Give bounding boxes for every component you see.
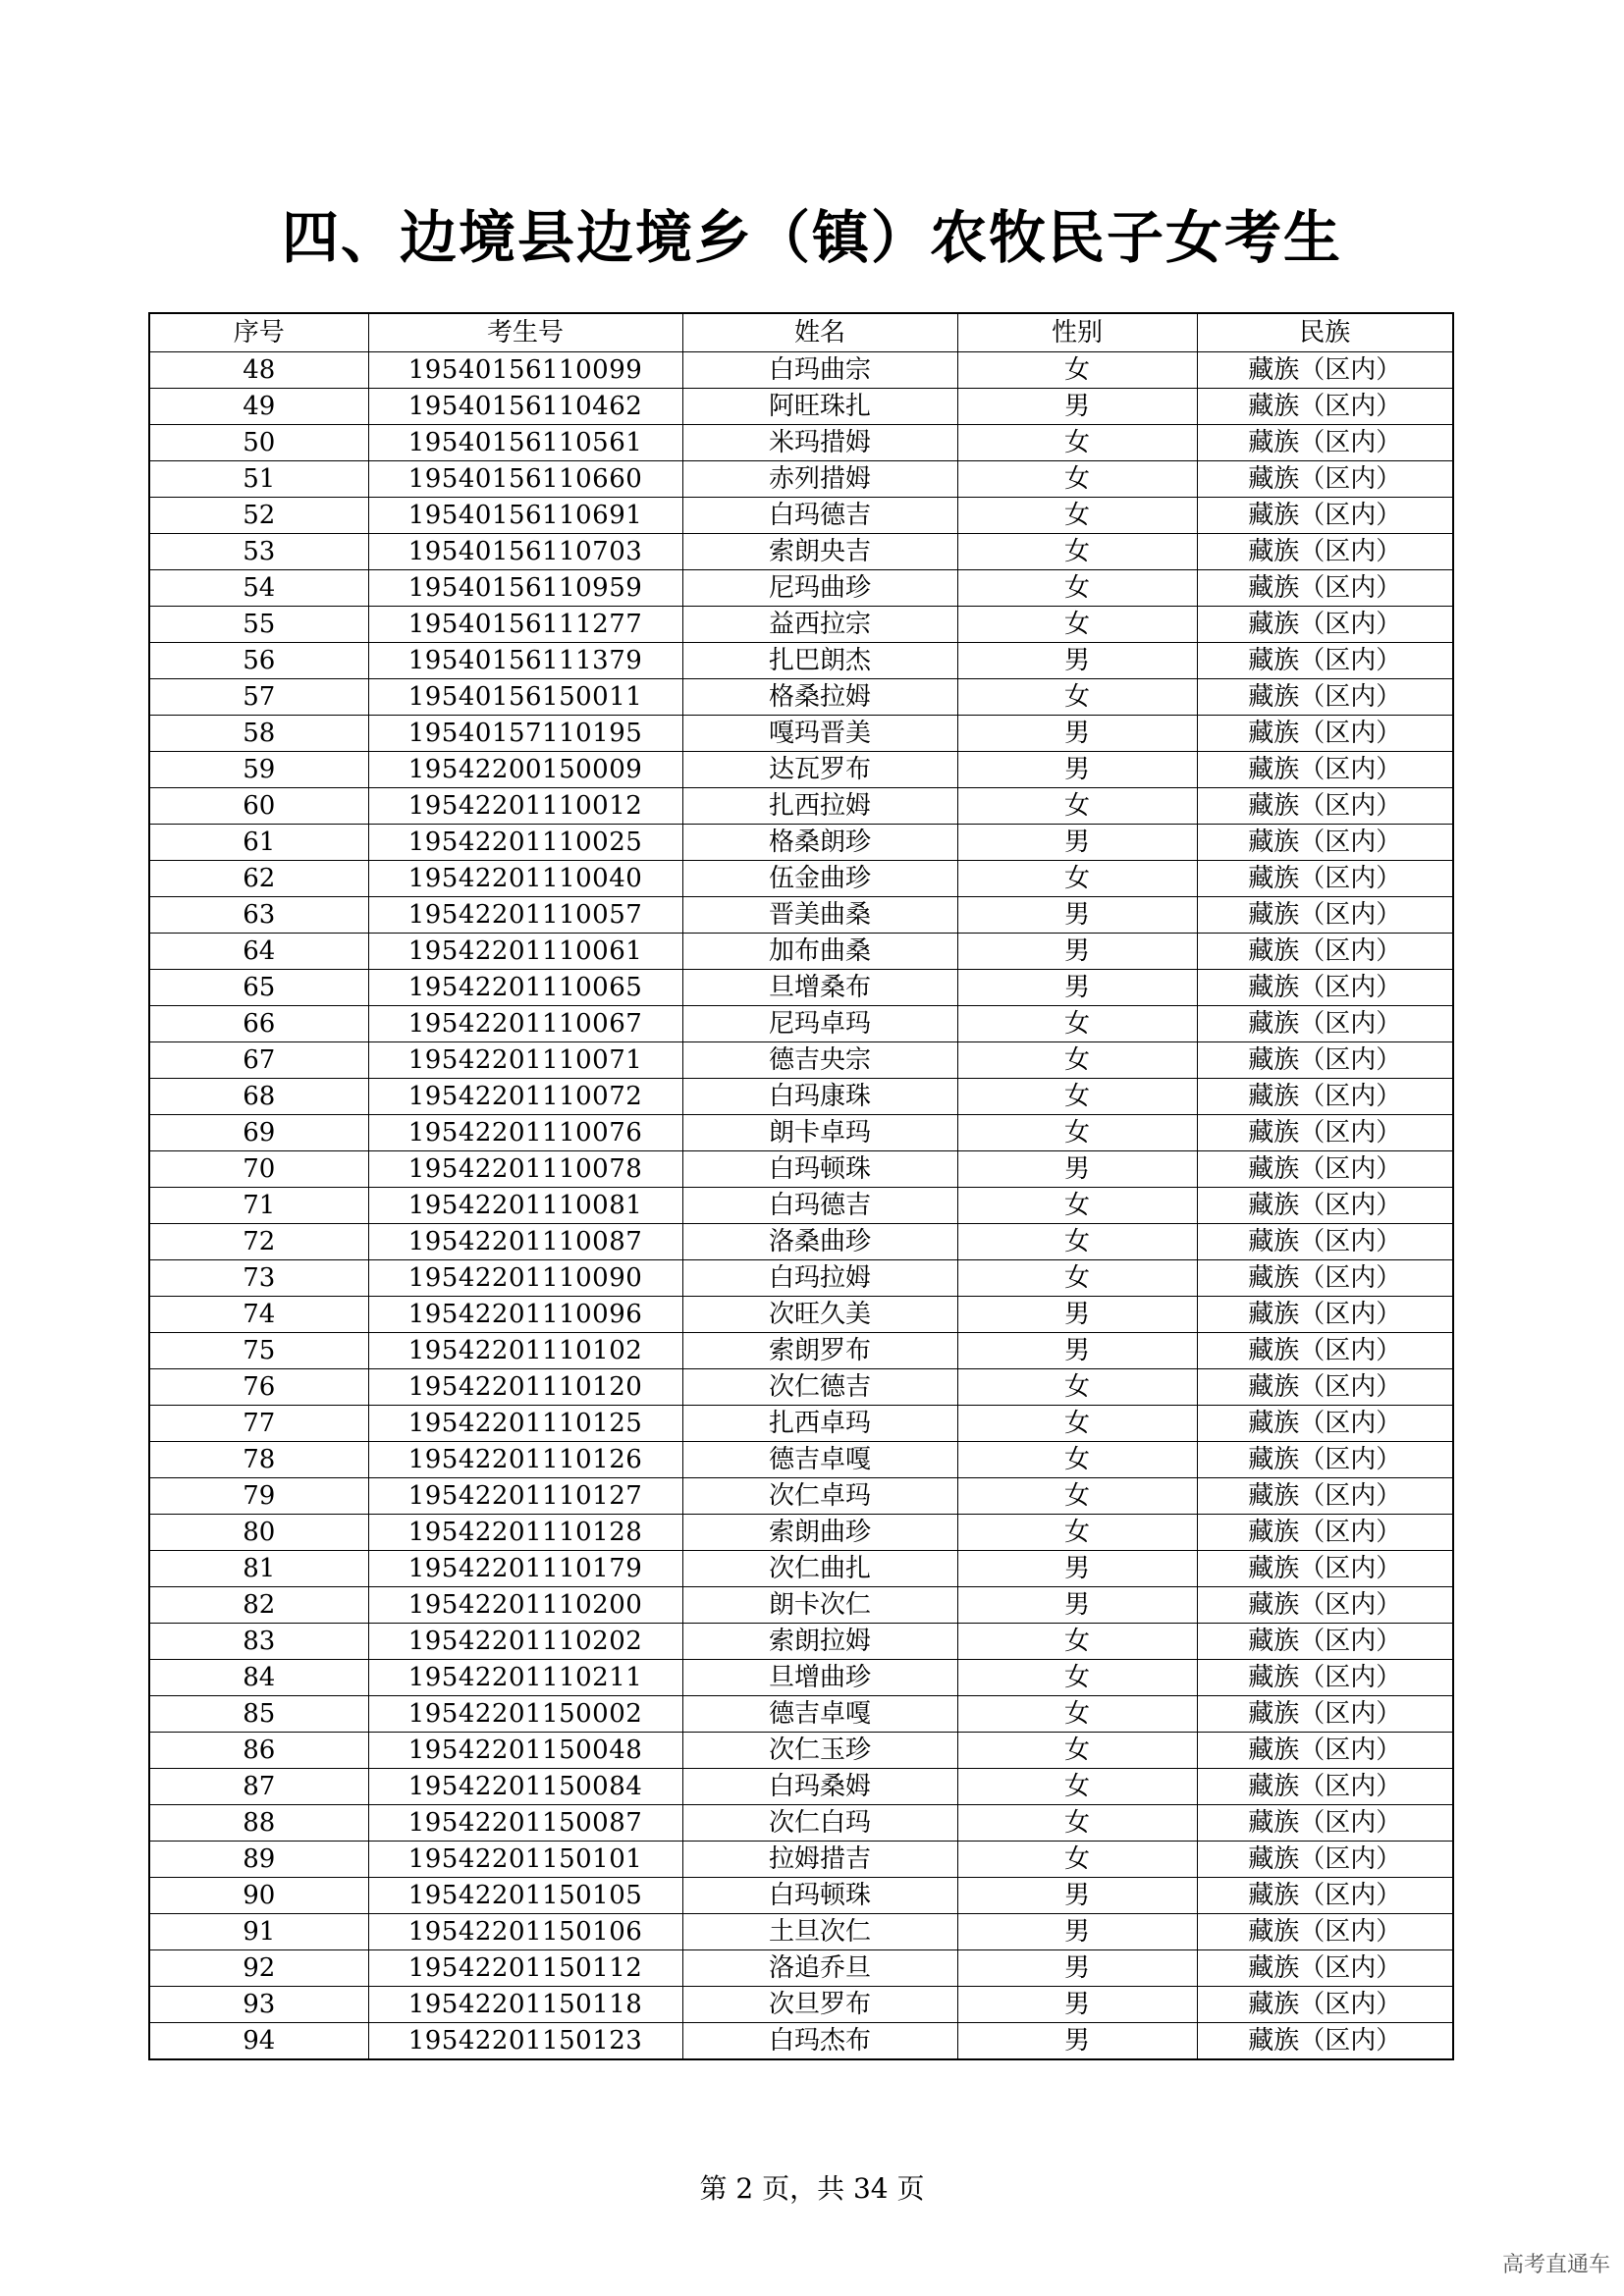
cell-exam-id: 19540156110703	[368, 534, 682, 570]
table-row	[149, 534, 1453, 570]
cell-ethnicity: 藏族（区内）	[1197, 1624, 1453, 1660]
cell-name: 尼玛卓玛	[682, 1006, 957, 1042]
table-row	[149, 1842, 1453, 1878]
cell-exam-id: 19542201150123	[368, 2023, 682, 2060]
cell-gender: 女	[957, 1042, 1197, 1079]
table-row	[149, 1369, 1453, 1406]
cell-gender: 男	[957, 2023, 1197, 2060]
cell-gender: 女	[957, 607, 1197, 643]
cell-gender: 女	[957, 1660, 1197, 1696]
cell-ethnicity: 藏族（区内）	[1197, 1042, 1453, 1079]
table-row	[149, 643, 1453, 679]
table-row	[149, 679, 1453, 716]
cell-seq: 71	[149, 1188, 368, 1224]
cell-seq: 83	[149, 1624, 368, 1660]
cell-ethnicity: 藏族（区内）	[1197, 897, 1453, 934]
cell-seq: 64	[149, 934, 368, 970]
cell-exam-id: 19542201110211	[368, 1660, 682, 1696]
cell-name: 德吉卓嘎	[682, 1696, 957, 1733]
cell-gender: 女	[957, 1478, 1197, 1515]
cell-gender: 女	[957, 1624, 1197, 1660]
watermark-logo: 高考直通车	[1501, 2253, 1610, 2277]
cell-name: 洛桑曲珍	[682, 1224, 957, 1260]
table-row	[149, 2023, 1453, 2060]
cell-seq: 80	[149, 1515, 368, 1551]
cell-name: 白玛顿珠	[682, 1878, 957, 1914]
cell-exam-id: 19542201150048	[368, 1733, 682, 1769]
cell-gender: 女	[957, 534, 1197, 570]
table-row	[149, 1478, 1453, 1515]
cell-ethnicity: 藏族（区内）	[1197, 1987, 1453, 2023]
cell-seq: 79	[149, 1478, 368, 1515]
cell-ethnicity: 藏族（区内）	[1197, 934, 1453, 970]
cell-name: 次仁曲扎	[682, 1551, 957, 1587]
cell-name: 索朗罗布	[682, 1333, 957, 1369]
cell-gender: 男	[957, 1151, 1197, 1188]
cell-ethnicity: 藏族（区内）	[1197, 1878, 1453, 1914]
table-row	[149, 1297, 1453, 1333]
cell-seq: 50	[149, 425, 368, 461]
table-row	[149, 1224, 1453, 1260]
cell-seq: 62	[149, 861, 368, 897]
cell-name: 尼玛曲珍	[682, 570, 957, 607]
cell-ethnicity: 藏族（区内）	[1197, 1733, 1453, 1769]
cell-ethnicity: 藏族（区内）	[1197, 1406, 1453, 1442]
cell-ethnicity: 藏族（区内）	[1197, 1442, 1453, 1478]
table-row	[149, 1660, 1453, 1696]
cell-seq: 93	[149, 1987, 368, 2023]
cell-ethnicity: 藏族（区内）	[1197, 352, 1453, 389]
column-header-seq: 序号	[149, 313, 368, 352]
cell-exam-id: 19542201150118	[368, 1987, 682, 2023]
cell-exam-id: 19542201150101	[368, 1842, 682, 1878]
cell-ethnicity: 藏族（区内）	[1197, 1805, 1453, 1842]
cell-name: 白玛曲宗	[682, 352, 957, 389]
cell-name: 朗卡次仁	[682, 1587, 957, 1624]
cell-seq: 82	[149, 1587, 368, 1624]
cell-seq: 94	[149, 2023, 368, 2060]
cell-name: 白玛拉姆	[682, 1260, 957, 1297]
cell-exam-id: 19542200150009	[368, 752, 682, 788]
cell-ethnicity: 藏族（区内）	[1197, 2023, 1453, 2060]
cell-ethnicity: 藏族（区内）	[1197, 861, 1453, 897]
cell-exam-id: 19540157110195	[368, 716, 682, 752]
cell-exam-id: 19542201150087	[368, 1805, 682, 1842]
cell-exam-id: 19542201110200	[368, 1587, 682, 1624]
cell-name: 次仁德吉	[682, 1369, 957, 1406]
table-row	[149, 1587, 1453, 1624]
table-row	[149, 1805, 1453, 1842]
cell-seq: 70	[149, 1151, 368, 1188]
cell-ethnicity: 藏族（区内）	[1197, 1297, 1453, 1333]
cell-name: 阿旺珠扎	[682, 389, 957, 425]
table-row	[149, 897, 1453, 934]
cell-gender: 女	[957, 1224, 1197, 1260]
table-row	[149, 425, 1453, 461]
cell-seq: 52	[149, 498, 368, 534]
cell-gender: 女	[957, 461, 1197, 498]
cell-gender: 男	[957, 1587, 1197, 1624]
cell-name: 晋美曲桑	[682, 897, 957, 934]
cell-exam-id: 19542201110179	[368, 1551, 682, 1587]
cell-ethnicity: 藏族（区内）	[1197, 788, 1453, 825]
cell-seq: 75	[149, 1333, 368, 1369]
cell-gender: 男	[957, 716, 1197, 752]
cell-exam-id: 19540156110099	[368, 352, 682, 389]
cell-name: 白玛康珠	[682, 1079, 957, 1115]
cell-exam-id: 19542201110128	[368, 1515, 682, 1551]
cell-gender: 女	[957, 352, 1197, 389]
cell-exam-id: 19542201110202	[368, 1624, 682, 1660]
cell-gender: 女	[957, 1805, 1197, 1842]
cell-gender: 女	[957, 861, 1197, 897]
cell-gender: 女	[957, 1515, 1197, 1551]
cell-seq: 60	[149, 788, 368, 825]
cell-exam-id: 19542201110076	[368, 1115, 682, 1151]
cell-name: 嘎玛晋美	[682, 716, 957, 752]
table-row	[149, 1624, 1453, 1660]
page-title: 四、边境县边境乡（镇）农牧民子女考生	[281, 204, 1342, 271]
cell-exam-id: 19542201110061	[368, 934, 682, 970]
cell-gender: 男	[957, 1333, 1197, 1369]
cell-ethnicity: 藏族（区内）	[1197, 1006, 1453, 1042]
cell-seq: 65	[149, 970, 368, 1006]
cell-exam-id: 19542201110040	[368, 861, 682, 897]
cell-seq: 77	[149, 1406, 368, 1442]
table-row	[149, 1950, 1453, 1987]
cell-name: 索朗拉姆	[682, 1624, 957, 1660]
cell-gender: 女	[957, 1079, 1197, 1115]
cell-exam-id: 19542201110081	[368, 1188, 682, 1224]
cell-exam-id: 19542201110126	[368, 1442, 682, 1478]
cell-ethnicity: 藏族（区内）	[1197, 1079, 1453, 1115]
cell-seq: 74	[149, 1297, 368, 1333]
cell-gender: 女	[957, 1188, 1197, 1224]
table-row	[149, 570, 1453, 607]
cell-gender: 男	[957, 1987, 1197, 2023]
cell-exam-id: 19542201110057	[368, 897, 682, 934]
cell-seq: 57	[149, 679, 368, 716]
cell-exam-id: 19540156111379	[368, 643, 682, 679]
cell-ethnicity: 藏族（区内）	[1197, 1151, 1453, 1188]
cell-seq: 68	[149, 1079, 368, 1115]
cell-exam-id: 19542201150106	[368, 1914, 682, 1950]
cell-seq: 78	[149, 1442, 368, 1478]
cell-seq: 91	[149, 1914, 368, 1950]
cell-gender: 女	[957, 570, 1197, 607]
cell-gender: 男	[957, 1551, 1197, 1587]
table-row	[149, 1006, 1453, 1042]
table-row	[149, 1515, 1453, 1551]
cell-gender: 女	[957, 1696, 1197, 1733]
cell-gender: 男	[957, 897, 1197, 934]
cell-name: 赤列措姆	[682, 461, 957, 498]
table-header-row	[149, 313, 1453, 352]
cell-gender: 女	[957, 1369, 1197, 1406]
cell-seq: 72	[149, 1224, 368, 1260]
table-row	[149, 716, 1453, 752]
cell-seq: 51	[149, 461, 368, 498]
cell-name: 米玛措姆	[682, 425, 957, 461]
cell-exam-id: 19540156111277	[368, 607, 682, 643]
cell-name: 德吉央宗	[682, 1042, 957, 1079]
page-number: 第 2 页，共 34 页	[699, 2172, 925, 2205]
cell-seq: 84	[149, 1660, 368, 1696]
table-row	[149, 607, 1453, 643]
cell-exam-id: 19542201150002	[368, 1696, 682, 1733]
cell-exam-id: 19540156110660	[368, 461, 682, 498]
cell-name: 扎西拉姆	[682, 788, 957, 825]
cell-name: 达瓦罗布	[682, 752, 957, 788]
table-row	[149, 788, 1453, 825]
cell-ethnicity: 藏族（区内）	[1197, 534, 1453, 570]
cell-seq: 56	[149, 643, 368, 679]
cell-gender: 男	[957, 1950, 1197, 1987]
table-row	[149, 389, 1453, 425]
cell-exam-id: 19542201110078	[368, 1151, 682, 1188]
cell-gender: 男	[957, 1914, 1197, 1950]
cell-name: 次旺久美	[682, 1297, 957, 1333]
cell-exam-id: 19540156110959	[368, 570, 682, 607]
cell-exam-id: 19542201110120	[368, 1369, 682, 1406]
cell-name: 白玛顿珠	[682, 1151, 957, 1188]
cell-seq: 49	[149, 389, 368, 425]
cell-gender: 女	[957, 1406, 1197, 1442]
cell-gender: 男	[957, 970, 1197, 1006]
cell-gender: 女	[957, 1260, 1197, 1297]
cell-gender: 女	[957, 788, 1197, 825]
cell-seq: 58	[149, 716, 368, 752]
cell-gender: 女	[957, 425, 1197, 461]
cell-gender: 男	[957, 389, 1197, 425]
table-row	[149, 1042, 1453, 1079]
cell-exam-id: 19542201110012	[368, 788, 682, 825]
cell-name: 白玛德吉	[682, 498, 957, 534]
table-row	[149, 1914, 1453, 1950]
cell-ethnicity: 藏族（区内）	[1197, 1115, 1453, 1151]
cell-exam-id: 19540156110691	[368, 498, 682, 534]
cell-name: 次旦罗布	[682, 1987, 957, 2023]
cell-exam-id: 19542201110025	[368, 825, 682, 861]
cell-seq: 73	[149, 1260, 368, 1297]
cell-ethnicity: 藏族（区内）	[1197, 607, 1453, 643]
cell-ethnicity: 藏族（区内）	[1197, 825, 1453, 861]
cell-seq: 66	[149, 1006, 368, 1042]
cell-ethnicity: 藏族（区内）	[1197, 1587, 1453, 1624]
cell-seq: 85	[149, 1696, 368, 1733]
cell-gender: 男	[957, 1878, 1197, 1914]
table-row	[149, 970, 1453, 1006]
cell-gender: 女	[957, 679, 1197, 716]
cell-ethnicity: 藏族（区内）	[1197, 1515, 1453, 1551]
cell-name: 白玛德吉	[682, 1188, 957, 1224]
cell-gender: 女	[957, 1442, 1197, 1478]
cell-name: 次仁卓玛	[682, 1478, 957, 1515]
cell-exam-id: 19542201110065	[368, 970, 682, 1006]
column-header-ethnicity: 民族	[1197, 313, 1453, 352]
cell-exam-id: 19542201110072	[368, 1079, 682, 1115]
cell-exam-id: 19540156110462	[368, 389, 682, 425]
table-row	[149, 498, 1453, 534]
cell-seq: 54	[149, 570, 368, 607]
cell-ethnicity: 藏族（区内）	[1197, 752, 1453, 788]
cell-name: 洛追乔旦	[682, 1950, 957, 1987]
cell-ethnicity: 藏族（区内）	[1197, 461, 1453, 498]
cell-seq: 81	[149, 1551, 368, 1587]
cell-ethnicity: 藏族（区内）	[1197, 1478, 1453, 1515]
cell-exam-id: 19542201110087	[368, 1224, 682, 1260]
table-row	[149, 1151, 1453, 1188]
cell-name: 格桑朗珍	[682, 825, 957, 861]
table-row	[149, 1551, 1453, 1587]
cell-seq: 67	[149, 1042, 368, 1079]
cell-ethnicity: 藏族（区内）	[1197, 679, 1453, 716]
cell-gender: 女	[957, 1842, 1197, 1878]
cell-seq: 55	[149, 607, 368, 643]
cell-seq: 69	[149, 1115, 368, 1151]
cell-exam-id: 19540156150011	[368, 679, 682, 716]
column-header-gender: 性别	[957, 313, 1197, 352]
cell-name: 次仁白玛	[682, 1805, 957, 1842]
cell-seq: 61	[149, 825, 368, 861]
cell-gender: 女	[957, 1733, 1197, 1769]
cell-seq: 76	[149, 1369, 368, 1406]
table-row	[149, 752, 1453, 788]
cell-name: 白玛杰布	[682, 2023, 957, 2060]
cell-ethnicity: 藏族（区内）	[1197, 1369, 1453, 1406]
cell-seq: 53	[149, 534, 368, 570]
cell-gender: 女	[957, 1115, 1197, 1151]
table-row	[149, 1769, 1453, 1805]
cell-name: 伍金曲珍	[682, 861, 957, 897]
cell-exam-id: 19542201150084	[368, 1769, 682, 1805]
cell-exam-id: 19542201110125	[368, 1406, 682, 1442]
cell-name: 次仁玉珍	[682, 1733, 957, 1769]
cell-seq: 48	[149, 352, 368, 389]
cell-ethnicity: 藏族（区内）	[1197, 716, 1453, 752]
table-row	[149, 861, 1453, 897]
cell-ethnicity: 藏族（区内）	[1197, 425, 1453, 461]
cell-gender: 女	[957, 1769, 1197, 1805]
cell-ethnicity: 藏族（区内）	[1197, 498, 1453, 534]
table-row	[149, 1733, 1453, 1769]
cell-seq: 63	[149, 897, 368, 934]
cell-ethnicity: 藏族（区内）	[1197, 1696, 1453, 1733]
cell-name: 德吉卓嘎	[682, 1442, 957, 1478]
cell-ethnicity: 藏族（区内）	[1197, 570, 1453, 607]
table-body	[149, 352, 1453, 2060]
table-row	[149, 1115, 1453, 1151]
cell-seq: 87	[149, 1769, 368, 1805]
cell-gender: 女	[957, 1006, 1197, 1042]
cell-seq: 59	[149, 752, 368, 788]
column-header-name: 姓名	[682, 313, 957, 352]
cell-ethnicity: 藏族（区内）	[1197, 1224, 1453, 1260]
cell-ethnicity: 藏族（区内）	[1197, 1769, 1453, 1805]
cell-exam-id: 19542201150112	[368, 1950, 682, 1987]
cell-name: 扎巴朗杰	[682, 643, 957, 679]
cell-exam-id: 19542201110096	[368, 1297, 682, 1333]
cell-ethnicity: 藏族（区内）	[1197, 970, 1453, 1006]
cell-name: 旦增曲珍	[682, 1660, 957, 1696]
cell-gender: 男	[957, 1297, 1197, 1333]
cell-seq: 88	[149, 1805, 368, 1842]
cell-ethnicity: 藏族（区内）	[1197, 389, 1453, 425]
cell-gender: 女	[957, 498, 1197, 534]
cell-ethnicity: 藏族（区内）	[1197, 1333, 1453, 1369]
cell-ethnicity: 藏族（区内）	[1197, 1551, 1453, 1587]
cell-ethnicity: 藏族（区内）	[1197, 1188, 1453, 1224]
cell-ethnicity: 藏族（区内）	[1197, 1950, 1453, 1987]
cell-name: 白玛桑姆	[682, 1769, 957, 1805]
cell-gender: 男	[957, 825, 1197, 861]
cell-gender: 男	[957, 752, 1197, 788]
cell-exam-id: 19542201150105	[368, 1878, 682, 1914]
cell-name: 扎西卓玛	[682, 1406, 957, 1442]
cell-seq: 92	[149, 1950, 368, 1987]
cell-name: 旦增桑布	[682, 970, 957, 1006]
cell-name: 索朗央吉	[682, 534, 957, 570]
table-row	[149, 1442, 1453, 1478]
cell-name: 朗卡卓玛	[682, 1115, 957, 1151]
cell-seq: 86	[149, 1733, 368, 1769]
table-row	[149, 1188, 1453, 1224]
table-row	[149, 1333, 1453, 1369]
cell-name: 加布曲桑	[682, 934, 957, 970]
cell-exam-id: 19542201110102	[368, 1333, 682, 1369]
cell-seq: 90	[149, 1878, 368, 1914]
cell-name: 土旦次仁	[682, 1914, 957, 1950]
cell-exam-id: 19542201110071	[368, 1042, 682, 1079]
table-row	[149, 1260, 1453, 1297]
cell-ethnicity: 藏族（区内）	[1197, 1842, 1453, 1878]
table-row	[149, 1406, 1453, 1442]
cell-ethnicity: 藏族（区内）	[1197, 1914, 1453, 1950]
cell-name: 索朗曲珍	[682, 1515, 957, 1551]
cell-gender: 男	[957, 934, 1197, 970]
cell-ethnicity: 藏族（区内）	[1197, 1260, 1453, 1297]
table-row	[149, 1079, 1453, 1115]
candidate-table	[148, 312, 1454, 2060]
table-row	[149, 1696, 1453, 1733]
table-row	[149, 1878, 1453, 1914]
cell-gender: 男	[957, 643, 1197, 679]
table-row	[149, 934, 1453, 970]
cell-exam-id: 19540156110561	[368, 425, 682, 461]
cell-exam-id: 19542201110090	[368, 1260, 682, 1297]
cell-exam-id: 19542201110127	[368, 1478, 682, 1515]
table-row	[149, 352, 1453, 389]
table-row	[149, 825, 1453, 861]
cell-ethnicity: 藏族（区内）	[1197, 643, 1453, 679]
table-row	[149, 461, 1453, 498]
column-header-exam-id: 考生号	[368, 313, 682, 352]
cell-name: 拉姆措吉	[682, 1842, 957, 1878]
cell-name: 益西拉宗	[682, 607, 957, 643]
cell-exam-id: 19542201110067	[368, 1006, 682, 1042]
cell-seq: 89	[149, 1842, 368, 1878]
cell-ethnicity: 藏族（区内）	[1197, 1660, 1453, 1696]
table-row	[149, 1987, 1453, 2023]
cell-name: 格桑拉姆	[682, 679, 957, 716]
